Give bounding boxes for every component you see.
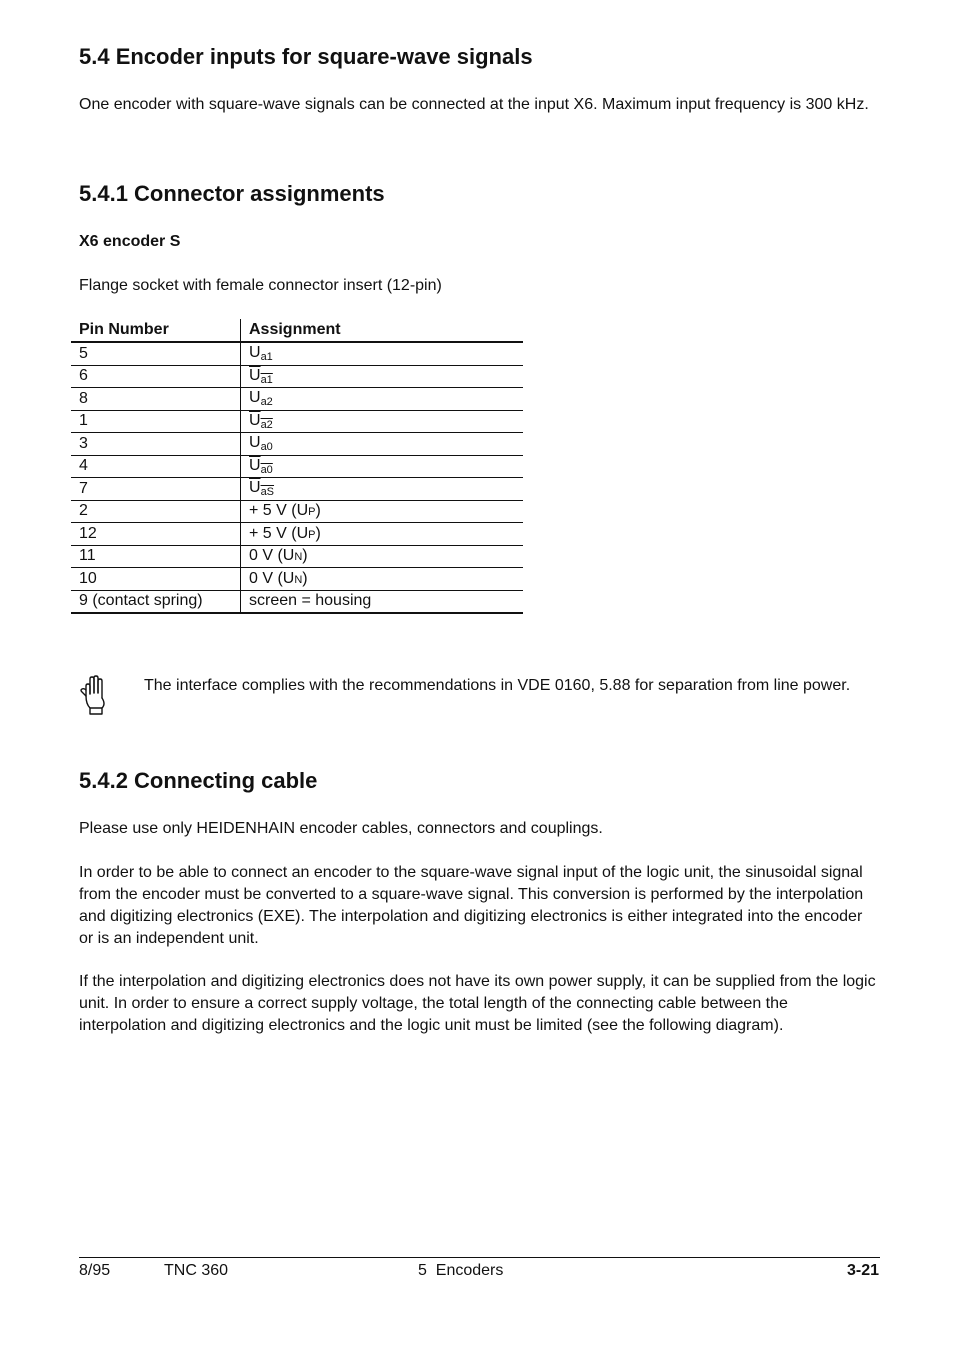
assignment-cell (241, 478, 524, 501)
assignment-cell (241, 388, 524, 411)
subsection-title-cable: 5.4.2 Connecting cable (79, 768, 318, 793)
assignment-cell (241, 500, 524, 523)
voltage-close: ) (315, 524, 321, 542)
assignment-cell (241, 365, 524, 388)
assignment-cell (241, 455, 524, 478)
table-row (71, 568, 523, 591)
intro-paragraph: One encoder with square-wave signals can be connected at the input X6. Maximum input frequency is 300 kHz. (79, 96, 869, 113)
table-header-row (71, 319, 523, 342)
cable-paragraph-3: If the interpolation and digitizing electronics does not have its own power supply, it can be supplied from the logic unit. In order to ensure a correct supply voltage, the total length of the connecting cable between the interpolation and digitizing electronics and the logic unit must be limited (see the following diagram). (79, 973, 876, 1034)
footer-chapter: 5 Encoders (418, 1262, 504, 1279)
voltage-index: P (308, 506, 316, 519)
pin-number-cell: 2 (71, 500, 241, 523)
assignment-cell (241, 342, 524, 365)
voltage-close: ) (315, 502, 321, 520)
table-row (71, 455, 523, 478)
pin-number-cell: 5 (71, 342, 241, 365)
table-row (71, 545, 523, 568)
pin-number-cell: 12 (71, 523, 241, 546)
signal-name: U (249, 344, 261, 362)
assignment-cell: screen = housing (241, 590, 524, 613)
table-row (71, 478, 523, 501)
voltage-text: + 5 V (U (249, 502, 309, 520)
assignment-cell (241, 410, 524, 433)
table-row (71, 500, 523, 523)
voltage-text: + 5 V (U (249, 524, 309, 542)
signal-name: U (249, 366, 261, 384)
pin-number-cell: 8 (71, 388, 241, 411)
voltage-text: 0 V (U (249, 569, 295, 587)
voltage-close: ) (302, 569, 308, 587)
assignment-cell (241, 568, 524, 591)
pin-number-cell: 9 (contact spring) (71, 590, 241, 613)
table-row (71, 590, 523, 613)
signal-subscript: aS (260, 486, 275, 499)
signal-subscript: a1 (260, 373, 273, 386)
table-body (71, 342, 523, 613)
section-title: 5.4 Encoder inputs for square-wave signals (79, 44, 533, 69)
signal-name: U (249, 479, 261, 497)
voltage-close: ) (302, 547, 308, 565)
footer-page-number: 3-21 (846, 1262, 879, 1279)
signal-subscript: a1 (260, 351, 273, 364)
assignment-cell (241, 523, 524, 546)
connector-description: Flange socket with female connector insert (12-pin) (79, 277, 442, 294)
signal-name: U (249, 389, 261, 407)
pin-number-cell: 6 (71, 365, 241, 388)
voltage-index: P (308, 528, 316, 541)
table-row (71, 523, 523, 546)
connector-heading: X6 encoder S (79, 233, 181, 250)
table-row (71, 433, 523, 456)
signal-name: U (249, 434, 261, 452)
signal-subscript: a2 (260, 418, 273, 431)
footer-rule (79, 1257, 880, 1258)
pin-number-cell: 4 (71, 455, 241, 478)
cable-paragraph-1: Please use only HEIDENHAIN encoder cables, connectors and couplings. (79, 820, 603, 837)
table-row (71, 410, 523, 433)
pin-number-cell: 1 (71, 410, 241, 433)
hand-note-icon (80, 674, 108, 716)
footer-date: 8/95 (79, 1262, 111, 1279)
signal-subscript: a2 (260, 396, 273, 409)
table-row (71, 365, 523, 388)
signal-subscript: a0 (260, 463, 273, 476)
footer-product: TNC 360 (164, 1262, 229, 1279)
pin-number-cell: 10 (71, 568, 241, 591)
pin-number-cell: 7 (71, 478, 241, 501)
voltage-text: 0 V (U (249, 547, 295, 565)
voltage-index: N (294, 551, 303, 564)
column-header-pin: Pin Number (71, 319, 241, 342)
note-text: The interface complies with the recommendations in VDE 0160, 5.88 for separation from line power. (144, 677, 851, 694)
signal-name: U (249, 411, 261, 429)
table-row (71, 388, 523, 411)
voltage-index: N (294, 573, 303, 586)
signal-subscript: a0 (260, 441, 273, 454)
subsection-title-connector: 5.4.1 Connector assignments (79, 181, 385, 206)
column-header-assignment: Assignment (241, 319, 524, 342)
pin-assignment-table (71, 319, 523, 614)
assignment-cell (241, 545, 524, 568)
pin-number-cell: 3 (71, 433, 241, 456)
signal-name: U (249, 456, 261, 474)
assignment-cell (241, 433, 524, 456)
pin-number-cell: 11 (71, 545, 241, 568)
table-row (71, 342, 523, 365)
cable-paragraph-2: In order to be able to connect an encoder to the square-wave signal input of the logic unit, the sinusoidal signal from the encoder must be converted to a square-wave signal. This conversion is performed by the interpolation and digitizing electronics (EXE). The interpolation and digitizing electronics is either integrated into the encoder or is an independent unit. (79, 864, 864, 947)
